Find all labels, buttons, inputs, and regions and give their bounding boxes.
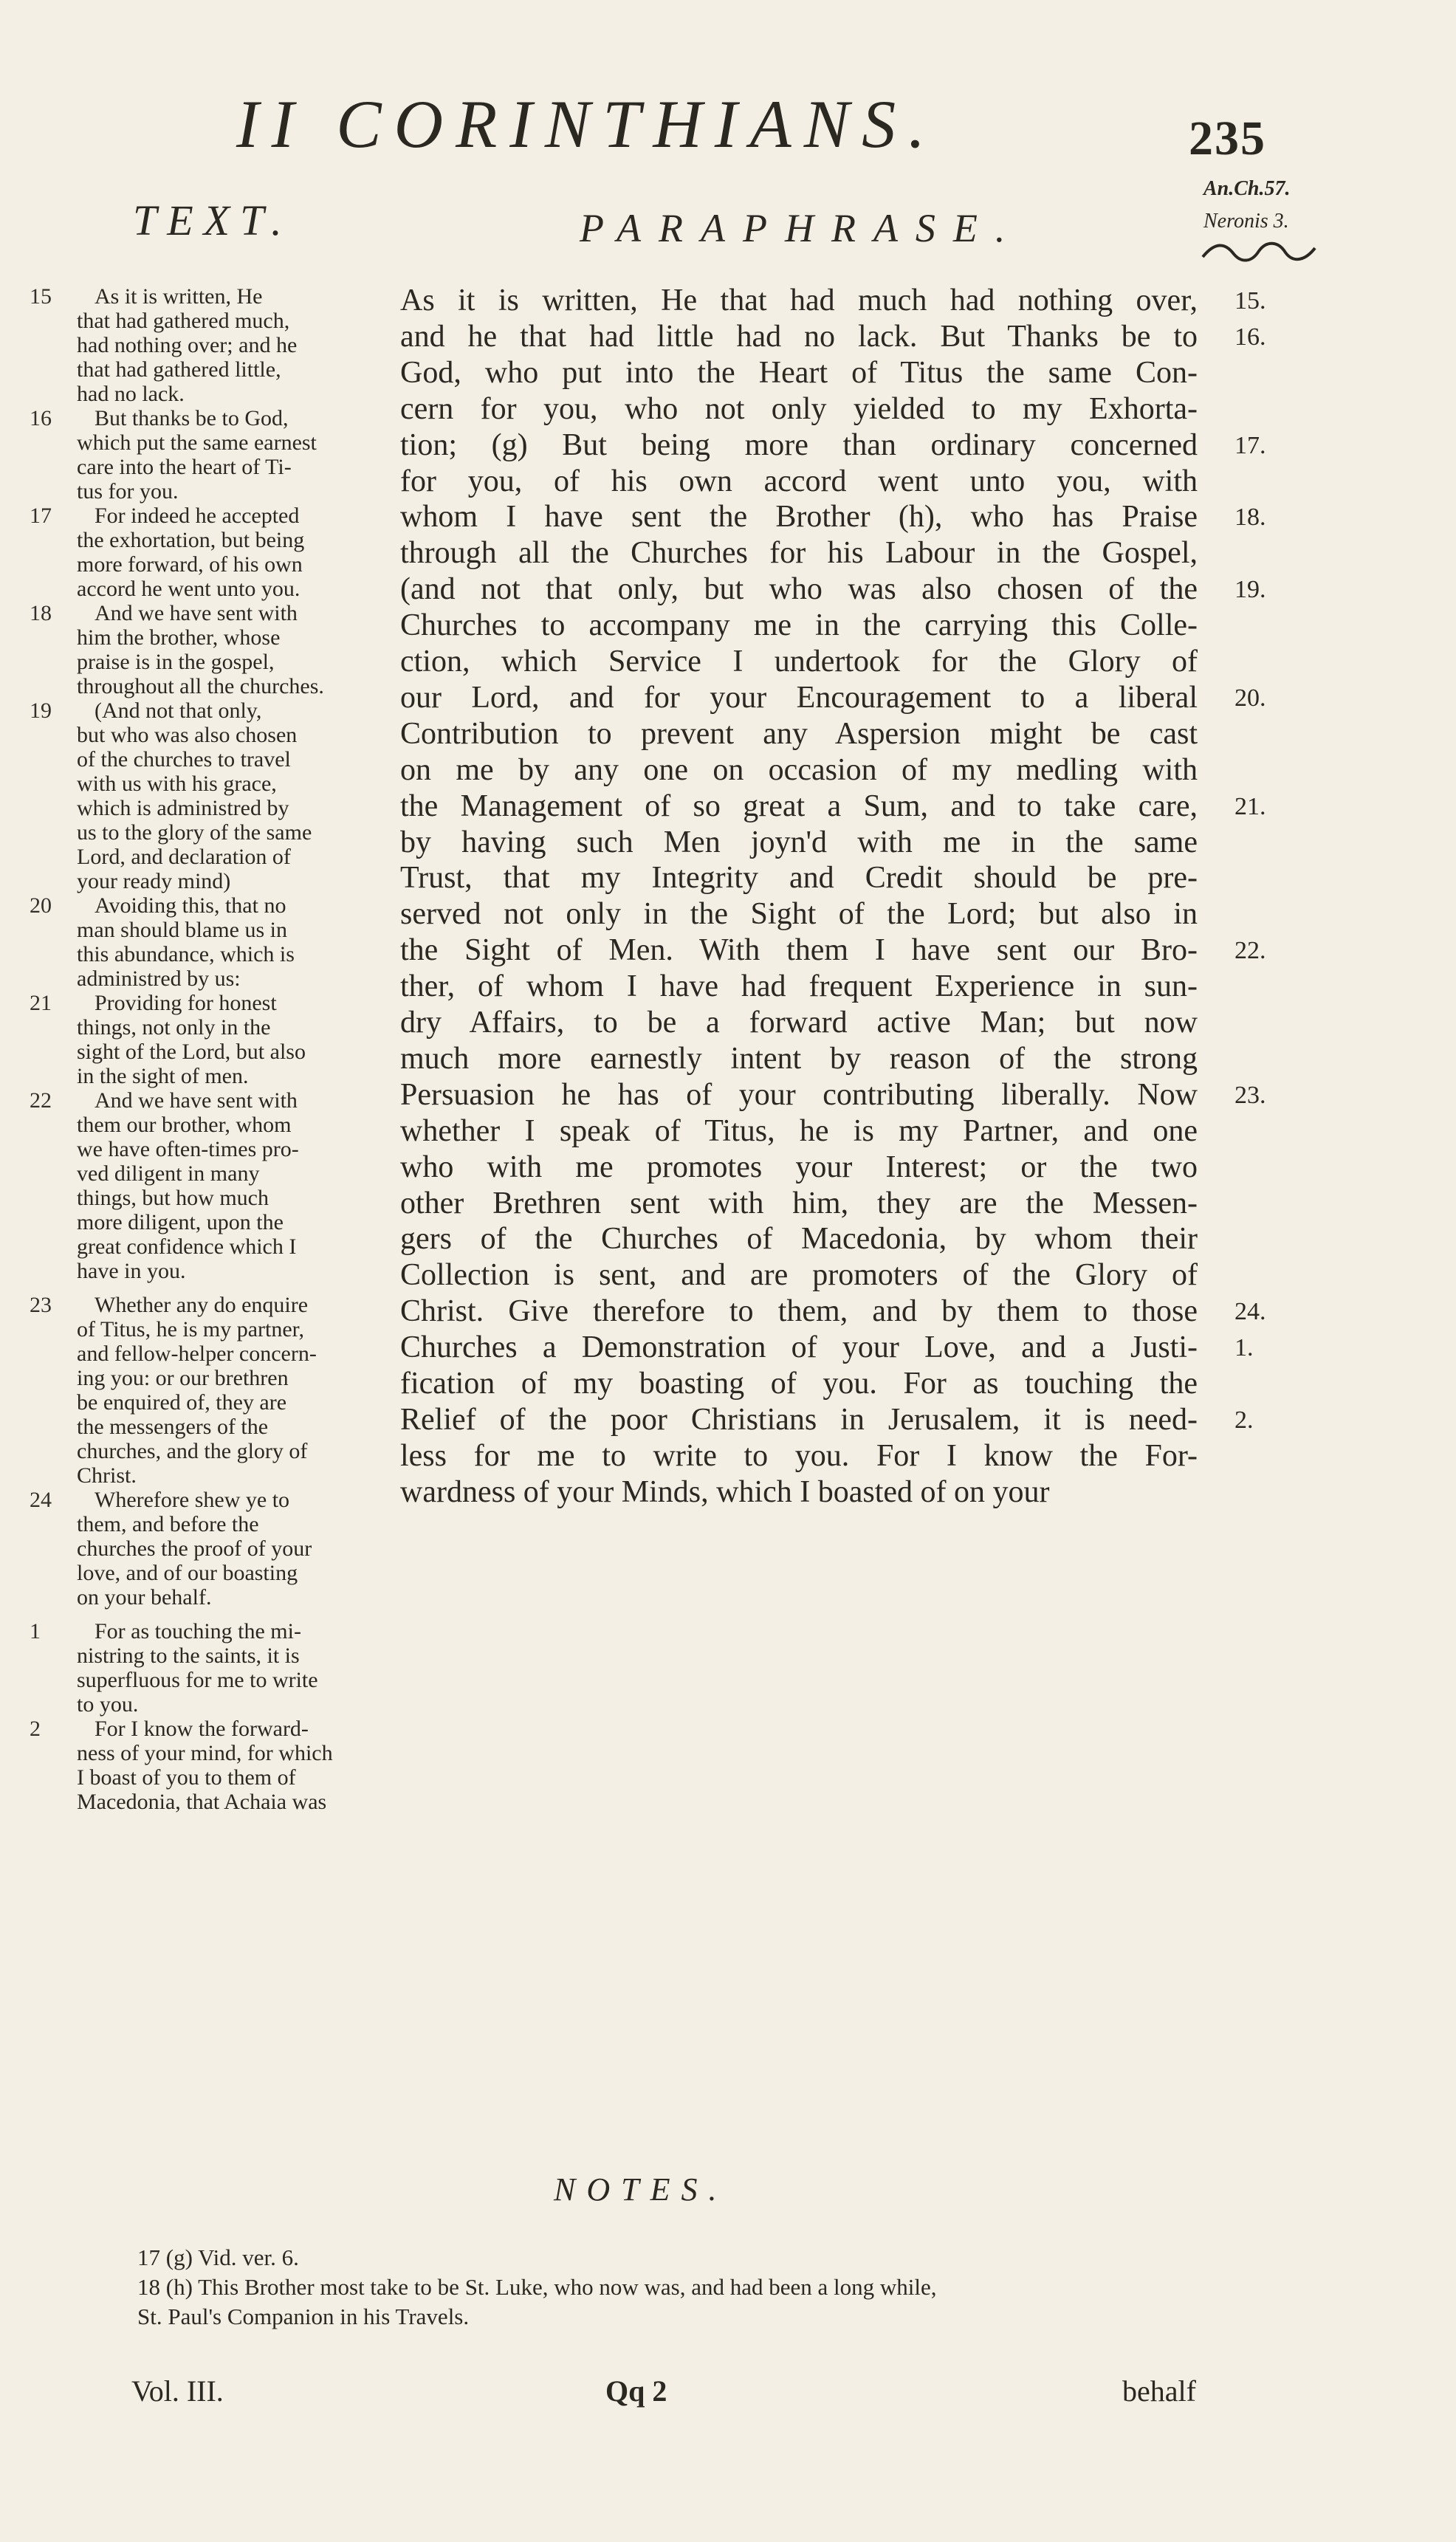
text-line: administred by us: (77, 966, 241, 991)
paraphrase-line: ction, which Service I undertook for the Glory of (400, 645, 1198, 679)
ornament-flourish-icon (1200, 235, 1318, 267)
paraphrase-line: Collection is sent, and are promoters of the Glory of (400, 1258, 1198, 1293)
text-verse-number: 18 (30, 601, 52, 625)
text-line: Wherefore shew ye to (95, 1488, 290, 1513)
text-line: your ready mind) (77, 869, 231, 893)
text-line: be enquired of, they are (77, 1390, 287, 1415)
text-line: the exhortation, but being (77, 528, 305, 552)
text-line: on your behalf. (77, 1585, 212, 1610)
paraphrase-line: much more earnestly intent by reason of the strong (400, 1041, 1198, 1076)
running-title: II CORINTHIANS. (236, 86, 938, 162)
paraphrase-line: our Lord, and for your Encouragement to a liberal (400, 680, 1198, 715)
text-line: of the churches to travel (77, 747, 291, 772)
text-line: more forward, of his own (77, 552, 303, 577)
notes-heading: NOTES. (554, 2171, 728, 2208)
text-line: For as touching the mi- (95, 1619, 301, 1644)
margin-verse-number: 23. (1234, 1081, 1266, 1109)
text-line: And we have sent with (95, 601, 298, 625)
text-line: churches the proof of your (77, 1536, 312, 1562)
text-verse-number: 22 (30, 1088, 52, 1113)
paraphrase-line: God, who put into the Heart of Titus the same Con- (400, 355, 1198, 390)
paraphrase-line: Churches to accompany me in the carrying this Colle- (400, 608, 1198, 643)
text-line: Christ. (77, 1463, 137, 1488)
text-line: love, and of our boasting (77, 1561, 298, 1586)
date-anno-christi: An.Ch.57. (1203, 177, 1291, 200)
text-line: that had gathered much, (77, 309, 290, 333)
text-line: in the sight of men. (77, 1064, 249, 1088)
paraphrase-line: Trust, that my Integrity and Credit should be pre- (400, 861, 1198, 896)
paraphrase-line: fication of my boasting of you. For as touching the (400, 1367, 1198, 1401)
text-line: which is administred by (77, 796, 289, 820)
paraphrase-line: ther, of whom I have had frequent Experience in sun- (400, 969, 1198, 1004)
text-verse-number: 15 (30, 284, 52, 309)
text-verse-number: 23 (30, 1293, 52, 1318)
text-line: which put the same earnest (77, 430, 317, 455)
text-line: tus for you. (77, 479, 179, 504)
text-line: things, not only in the (77, 1015, 271, 1040)
paraphrase-line: tion; (g) But being more than ordinary concerned (400, 427, 1198, 462)
text-line: accord he went unto you. (77, 577, 301, 601)
text-line: the messengers of the (77, 1415, 269, 1440)
paraphrase-line: (and not that only, but who was also chosen of the (400, 572, 1198, 607)
text-line: Avoiding this, that no (95, 893, 286, 918)
paraphrase-line: gers of the Churches of Macedonia, by whom their (400, 1222, 1198, 1257)
text-line: that had gathered little, (77, 357, 281, 382)
paraphrase-line: whether I speak of Titus, he is my Partner, and one (400, 1113, 1198, 1148)
paraphrase-line: through all the Churches for his Labour in the Gospel, (400, 536, 1198, 571)
text-line: and fellow-helper concern- (77, 1342, 317, 1367)
text-line: I boast of you to them of (77, 1765, 296, 1790)
text-line: this abundance, which is (77, 942, 295, 966)
text-line: we have often-times pro- (77, 1137, 299, 1161)
text-verse-number: 20 (30, 893, 52, 918)
paraphrase-line: on me by any one on occasion of my medling with (400, 752, 1198, 787)
text-line: ness of your mind, for which (77, 1741, 333, 1766)
text-line: with us with his grace, (77, 772, 277, 796)
text-verse-number: 19 (30, 698, 52, 723)
margin-verse-number: 24. (1234, 1298, 1266, 1326)
text-line: have in you. (77, 1259, 186, 1283)
margin-verse-number: 22. (1234, 937, 1266, 965)
paraphrase-line: Relief of the poor Christians in Jerusalem, it is need- (400, 1402, 1198, 1437)
paraphrase-line: whom I have sent the Brother (h), who has Praise (400, 500, 1198, 535)
margin-verse-number: 16. (1234, 323, 1266, 351)
text-line: sight of the Lord, but also (77, 1040, 306, 1064)
paraphrase-line: for you, of his own accord went unto you, with (400, 464, 1198, 498)
text-line: churches, and the glory of (77, 1439, 308, 1464)
text-line: (And not that only, (95, 698, 262, 723)
paraphrase-line: As it is written, He that had much had nothing over, (400, 284, 1198, 317)
text-line: Macedonia, that Achaia was (77, 1790, 327, 1815)
text-line: For indeed he accepted (95, 504, 300, 528)
text-line: had nothing over; and he (77, 333, 298, 357)
paraphrase-line: by having such Men joyn'd with me in the same (400, 825, 1198, 859)
text-line: throughout all the churches. (77, 674, 324, 698)
paraphrase-line: and he that had little had no lack. But Thanks be to (400, 319, 1198, 354)
text-line: them, and before the (77, 1512, 259, 1537)
text-verse-number: 17 (30, 504, 52, 528)
text-verse-number: 2 (30, 1717, 41, 1742)
text-verse-number: 21 (30, 991, 52, 1015)
paraphrase-line: dry Affairs, to be a forward active Man; but now (400, 1006, 1198, 1040)
note-line: 18 (h) This Brother most take to be St. Luke, who now was, and had been a long while, (137, 2274, 937, 2300)
note-line: St. Paul's Companion in his Travels. (137, 2304, 470, 2329)
column-heading-text: TEXT. (133, 196, 292, 244)
paraphrase-line: Churches a Demonstration of your Love, and a Justi- (400, 1330, 1198, 1365)
text-verse-number: 24 (30, 1488, 52, 1513)
paraphrase-line: other Brethren sent with him, they are the Messen- (400, 1186, 1198, 1220)
text-line: man should blame us in (77, 918, 287, 942)
text-verse-number: 16 (30, 406, 52, 430)
text-line: For I know the forward- (95, 1717, 309, 1742)
text-line: praise is in the gospel, (77, 650, 275, 674)
volume-label: Vol. III. (131, 2374, 224, 2408)
text-line: And we have sent with (95, 1088, 298, 1113)
date-neronis: Neronis 3. (1203, 210, 1289, 233)
text-line: of Titus, he is my partner, (77, 1317, 304, 1342)
margin-verse-number: 20. (1234, 684, 1266, 712)
text-line: things, but how much (77, 1186, 269, 1210)
text-line: ved diligent in many (77, 1161, 260, 1186)
paraphrase-line: cern for you, who not only yielded to my Exhorta- (400, 391, 1198, 426)
paraphrase-line: the Sight of Men. With them I have sent our Bro- (400, 933, 1198, 968)
paraphrase-line: Persuasion he has of your contributing liberally. Now (400, 1077, 1198, 1112)
margin-verse-number: 19. (1234, 576, 1266, 604)
text-line: Whether any do enquire (95, 1293, 309, 1318)
note-line: 17 (g) Vid. ver. 6. (137, 2244, 299, 2270)
paraphrase-line: less for me to write to you. For I know the For- (400, 1438, 1198, 1473)
text-line: great confidence which I (77, 1234, 297, 1259)
paraphrase-line: the Management of so great a Sum, and to take care, (400, 789, 1198, 823)
margin-verse-number: 21. (1234, 792, 1266, 820)
margin-verse-number: 1. (1234, 1334, 1254, 1362)
text-line: but who was also chosen (77, 723, 298, 747)
text-line: care into the heart of Ti- (77, 455, 292, 479)
margin-verse-number: 2. (1234, 1406, 1254, 1434)
text-line: him the brother, whose (77, 625, 281, 650)
text-line: more diligent, upon the (77, 1210, 284, 1234)
paraphrase-line: wardness of your Minds, which I boasted of on your (400, 1474, 1050, 1509)
text-line: us to the glory of the same (77, 820, 312, 845)
text-line: nistring to the saints, it is (77, 1643, 300, 1669)
text-verse-number: 1 (30, 1619, 41, 1644)
text-line: Providing for honest (95, 991, 277, 1015)
paraphrase-line: Contribution to prevent any Aspersion might be cast (400, 716, 1198, 751)
text-line: But thanks be to God, (95, 406, 289, 430)
margin-verse-number: 15. (1234, 287, 1266, 315)
column-heading-paraphrase: PARAPHRASE. (580, 206, 1023, 250)
text-line: them our brother, whom (77, 1113, 292, 1137)
catchword: behalf (1122, 2374, 1196, 2408)
text-line: to you. (77, 1692, 139, 1717)
signature-mark: Qq 2 (605, 2374, 667, 2408)
text-line: had no lack. (77, 382, 185, 406)
text-line: As it is written, He (95, 284, 263, 309)
page-number: 235 (1189, 111, 1266, 165)
paraphrase-line: Christ. Give therefore to them, and by them to those (400, 1294, 1198, 1329)
text-line: ing you: or our brethren (77, 1366, 289, 1391)
margin-verse-number: 18. (1234, 504, 1266, 532)
paraphrase-line: who with me promotes your Interest; or the two (400, 1150, 1198, 1184)
text-line: superfluous for me to write (77, 1668, 318, 1693)
margin-verse-number: 17. (1234, 431, 1266, 459)
text-line: Lord, and declaration of (77, 845, 291, 869)
paraphrase-line: served not only in the Sight of the Lord; but also in (400, 897, 1198, 932)
